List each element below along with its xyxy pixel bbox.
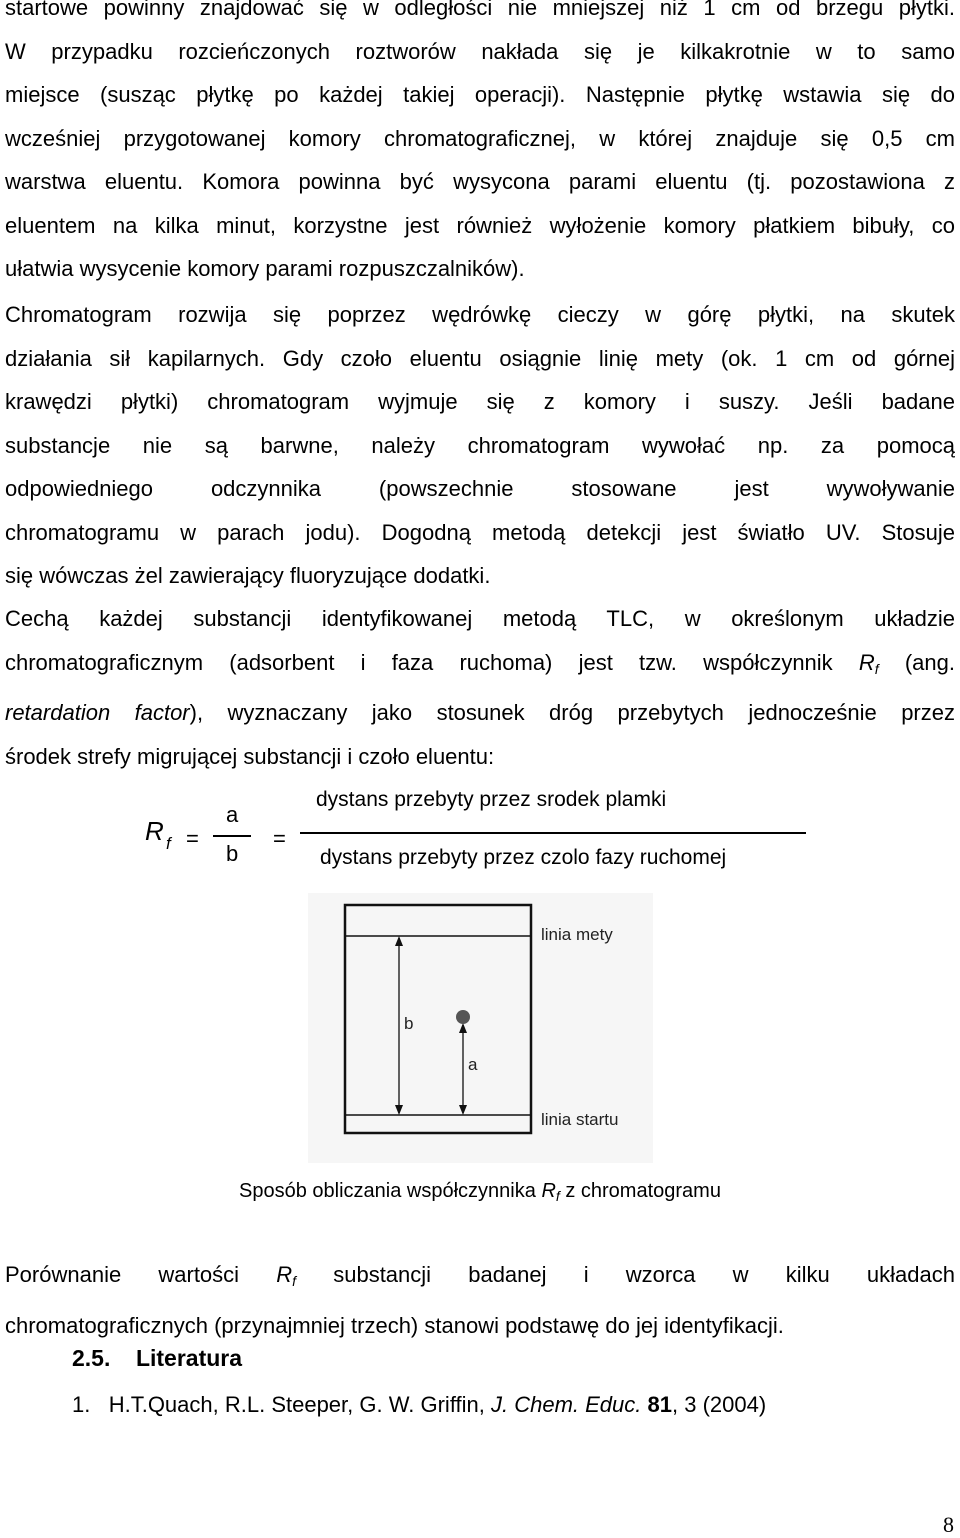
paragraph-line: środek strefy migrującej substancji i czoło eluentu: [5, 743, 495, 769]
paragraph-line: ułatwia wysycenie komory parami rozpuszczalników). [5, 256, 525, 281]
label-finish-line: linia mety [541, 925, 613, 944]
caption-rf-symbol: R [541, 1180, 556, 1202]
spot [456, 1010, 470, 1024]
paragraph-line: chromatograficznych (przynajmniej trzech) stanowi podstawę do jej identyfikacji. [5, 1312, 784, 1338]
formula-f: f [166, 834, 171, 853]
paragraph-2 [5, 293, 955, 598]
paragraph-text: ), wyznaczany jako stosunek dróg przebytych jednocześnie przez [189, 700, 955, 725]
paragraph-line: warstwa eluentu. Komora powinna być wysycona parami eluentu (tj. pozostawiona z [5, 169, 955, 194]
formula-equals-2: = [273, 826, 286, 851]
section-title: Literatura [135, 1345, 243, 1371]
paragraph-italic: retardation factor [5, 700, 190, 725]
label-b: b [404, 1014, 414, 1033]
paragraph-text: Porównanie wartości [5, 1262, 240, 1287]
paragraph-text: substancji badanej i wzorca w kilku układach [333, 1262, 955, 1287]
paragraph-line: odpowiedniego odczynnika (powszechnie stosowane jest wywoływanie [5, 476, 955, 501]
paragraph-line: Cechą każdej substancji identyfikowanej metodą TLC, w określonym układzie [5, 606, 955, 631]
paragraph-line [5, 1253, 955, 1304]
caption-text: Sposób obliczania współczynnika [239, 1180, 542, 1202]
paragraph-line: startowe powinny znajdować się w odległości nie mniejszej niż 1 cm od brzegu płytki. [5, 0, 955, 20]
rf-symbol: R [276, 1262, 293, 1287]
reference-authors: H.T.Quach, R.L. Steeper, G. W. Griffin, [108, 1392, 491, 1417]
paragraph-4 [5, 1253, 955, 1347]
rf-subscript: f [874, 660, 879, 677]
formula-equals-1: = [186, 826, 199, 851]
paragraph-line: miejsce (susząc płytkę po każdej takiej operacji). Następnie płytkę wstawia się do [5, 82, 955, 107]
paragraph-line: substancje nie są barwne, należy chromatogram wywołać np. za pomocą [5, 432, 955, 458]
paragraph-line: chromatogramu w parach jodu). Dogodną metodą detekcji jest światło UV. Stosuje [5, 519, 955, 545]
formula-r: R [145, 816, 164, 846]
paragraph-line: Chromatogram rozwija się poprzez wędrówkę cieczy w górę płytki, na skutek [5, 302, 955, 327]
paragraph-line [5, 691, 955, 735]
paragraph-line [5, 641, 955, 692]
page-number: 8 [943, 1512, 954, 1537]
section-heading [72, 1345, 242, 1372]
paragraph-text: chromatograficznym (adsorbent i faza ruchoma) jest tzw. współczynnik [5, 649, 833, 675]
paragraph-line: działania sił kapilarnych. Gdy czoło eluentu osiągnie linię mety (ok. 1 cm od górnej [5, 345, 955, 371]
paragraph-1 [5, 0, 955, 291]
reference-volume: 81 [647, 1392, 672, 1417]
paragraph-line: eluentem na kilka minut, korzystne jest również wyłożenie komory płatkiem bibuły, co [5, 212, 955, 238]
paragraph-line: W przypadku rozcieńczonych roztworów nakłada się je kilkakrotnie w to samo [5, 38, 955, 64]
fraction-bar-1 [213, 835, 251, 837]
paragraph-line: krawędzi płytki) chromatogram wyjmuje się z komory i suszy. Jeśli badane [5, 389, 955, 414]
reference-number: 1. [72, 1392, 91, 1417]
label-start-line: linia startu [541, 1110, 619, 1129]
reference-item [72, 1392, 766, 1418]
reference-journal: J. Chem. Educ. [491, 1392, 642, 1417]
rf-symbol: R [858, 649, 875, 675]
paragraph-3 [5, 597, 955, 778]
formula-b: b [226, 841, 239, 866]
rf-subscript: f [292, 1273, 297, 1289]
caption-text: z chromatogramu [559, 1180, 721, 1202]
caption-rf-subscript: f [555, 1188, 560, 1204]
paragraph-line: się wówczas żel zawierający fluoryzujące dodatki. [5, 563, 491, 588]
reference-rest: , 3 (2004) [672, 1392, 767, 1417]
figure-caption [0, 1180, 960, 1204]
rf-inline [276, 1262, 296, 1287]
chromatogram-figure [308, 893, 653, 1163]
section-number: 2.5. [72, 1345, 111, 1371]
formula-a: a [226, 802, 239, 827]
fraction-bar-2 [300, 832, 806, 834]
formula-numerator: dystans przebyty przez srodek plamki [316, 788, 667, 811]
formula-denominator: dystans przebyty przez czolo fazy ruchomej [320, 846, 727, 869]
paragraph-line: wcześniej przygotowanej komory chromatograficznej, w której znajduje się 0,5 cm [5, 125, 955, 151]
label-a: a [468, 1055, 478, 1074]
paragraph-text: (ang. [878, 649, 955, 675]
